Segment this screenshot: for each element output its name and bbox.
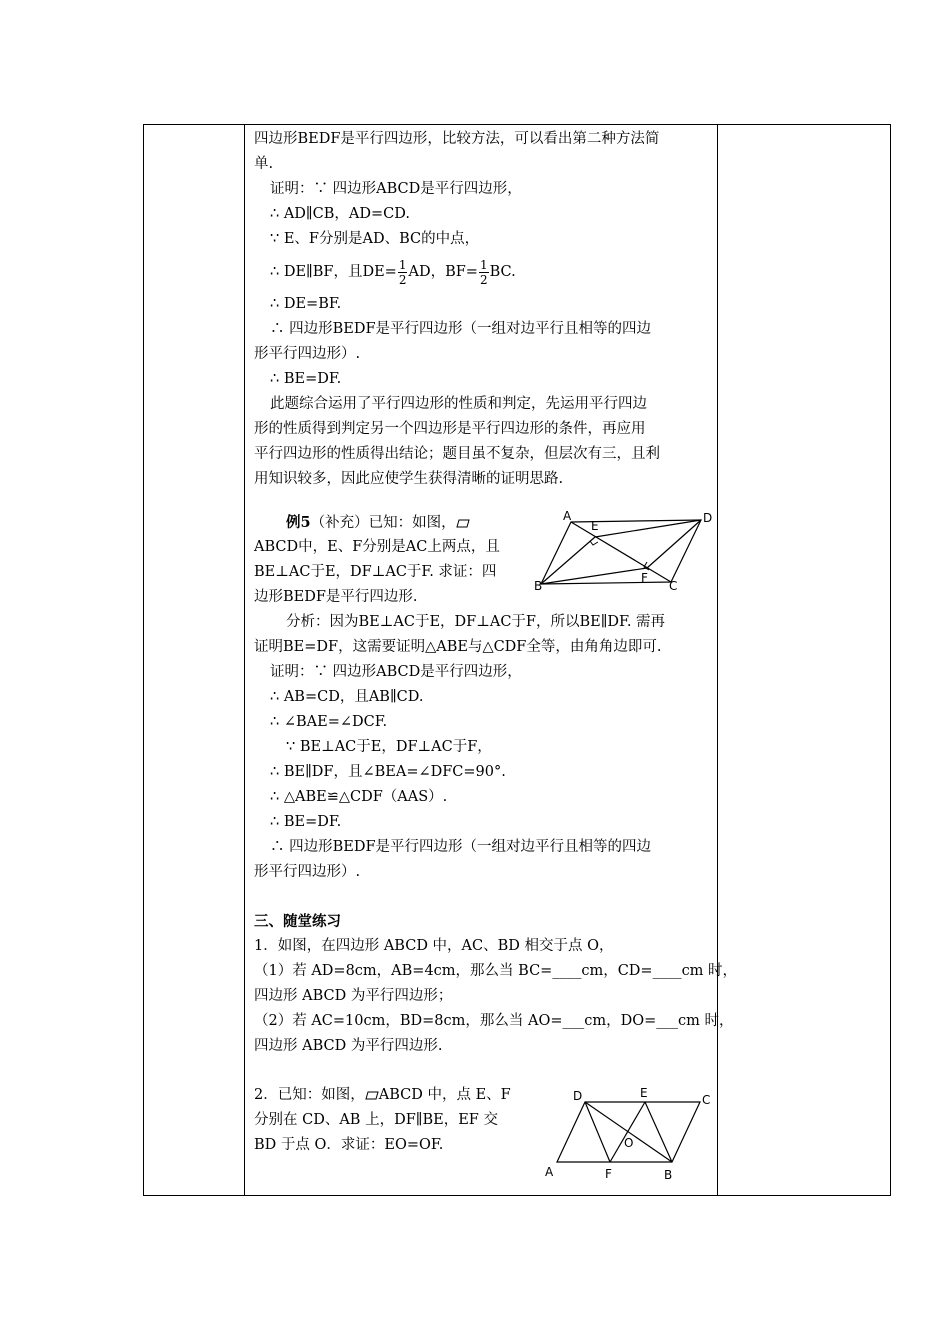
text-line: 平行四边形的性质得出结论；题目虽不复杂，但层次有三，且利 [254, 446, 660, 462]
text-line: 此题综合运用了平行四边形的性质和判定，先运用平行四边 [270, 396, 647, 412]
text-line: 分别在 CD、AB 上，DF∥BE，EF 交 [254, 1112, 498, 1128]
text-line: 用知识较多，因此应使学生获得清晰的证明思路. [254, 471, 564, 487]
fig1-label-e: E [591, 519, 599, 533]
text-line: 四边形 ABCD 为平行四边形. [254, 1038, 443, 1054]
text-line: 分析：因为BE⊥AC于E，DF⊥AC于F，所以BE∥DF. 需再 [286, 614, 666, 630]
parallelogram-icon [365, 1091, 379, 1100]
fig1-label-c: C [669, 579, 678, 593]
q2-line: 2．已知：如图， ABCD 中，点 E、F [254, 1087, 511, 1103]
text-line: 形的性质得到判定另一个四边形是平行四边形的条件，再应用 [254, 421, 646, 437]
text-line: ∴ BE=DF. [270, 371, 342, 387]
text-line: BE⊥AC于E，DF⊥AC于F. 求证：四 [254, 564, 497, 580]
text-line: 形平行四边形）. [254, 864, 361, 880]
text-line: 证明：∵ 四边形ABCD是平行四边形， [270, 664, 522, 680]
text-line: ∵ BE⊥AC于E，DF⊥AC于F， [286, 739, 492, 755]
fig2-label-f: F [605, 1167, 612, 1181]
text-line: 1．如图，在四边形 ABCD 中，AC、BD 相交于点 O， [254, 938, 614, 954]
fig1-label-d: D [703, 511, 713, 525]
text-line: ∴ BE=DF. [270, 814, 342, 830]
fig2-label-a: A [545, 1165, 554, 1179]
fraction-half: $\frac{1}{2}$ [398, 257, 407, 287]
fig2-label-d: D [573, 1089, 583, 1103]
text-line: 边形BEDF是平行四边形. [254, 589, 418, 605]
fraction-pre: ∴ DE∥BF，且DE= [270, 264, 397, 280]
fig1-label-f: F [641, 571, 648, 585]
text-line: ABCD中，E、F分别是AC上两点，且 [254, 539, 500, 555]
spacer [254, 1059, 716, 1083]
example5-label: 例5 [286, 514, 311, 531]
fraction-post: BC. [489, 264, 516, 280]
text-line: 四边形BEDF是平行四边形，比较方法，可以看出第二种方法简 [254, 131, 660, 147]
text-line: ∴ BE∥DF，且∠BEA=∠DFC=90°. [270, 764, 506, 780]
text-line: ∴ △ABE≌△CDF（AAS）. [270, 789, 448, 805]
spacer [254, 885, 716, 909]
parallelogram-icon [456, 519, 470, 528]
text-line: BD 于点 O．求证：EO=OF. [254, 1137, 444, 1153]
text-line: 证明：∵ 四边形ABCD是平行四边形， [270, 181, 522, 197]
left-column [144, 125, 245, 1195]
fig2-label-c: C [702, 1093, 711, 1107]
fig2-label-e: E [640, 1086, 648, 1100]
fig2-label-b: B [664, 1168, 673, 1182]
figure-parallelogram-example5 [533, 508, 718, 598]
section-heading: 三、随堂练习 [254, 913, 341, 930]
text-line: 形平行四边形）. [254, 346, 361, 362]
text-line: 证明BE=DF，这需要证明△ABE与△CDF全等，由角角边即可. [254, 639, 662, 655]
text-line: （2）若 AC=10cm，BD=8cm，那么当 AO=___cm，DO=___cm 时， [254, 1013, 734, 1029]
text-line: ∴ AD∥CB，AD=CD. [270, 206, 410, 222]
text-line: ∴ DE=BF. [270, 296, 342, 312]
text-line: ∴ ∠BAE=∠DCF. [270, 714, 388, 730]
text-line: ∴ 四边形BEDF是平行四边形（一组对边平行且相等的四边 [270, 839, 652, 855]
fig2-label-o: O [624, 1136, 634, 1150]
text-line: ∴ 四边形BEDF是平行四边形（一组对边平行且相等的四边 [270, 321, 652, 337]
lesson-table [143, 124, 891, 1196]
text-line: ∵ E、F分别是AD、BC的中点， [270, 231, 480, 247]
example5-line: 例5（补充）已知：如图， [254, 510, 716, 535]
fig1-label-a: A [563, 509, 572, 523]
fraction-half: $\frac{1}{2}$ [479, 257, 488, 287]
text-line: （1）若 AD=8cm，AB=4cm，那么当 BC=____cm，CD=____cm 时， [254, 963, 738, 979]
fraction-line [254, 252, 716, 292]
right-column [717, 125, 890, 1195]
text-line: 单. [254, 156, 274, 172]
fig1-label-b: B [534, 579, 543, 593]
figure-parallelogram-practice2 [540, 1082, 715, 1182]
fraction-mid: AD，BF= [408, 264, 478, 280]
content-column [254, 127, 738, 1158]
text-line: 四边形 ABCD 为平行四边形； [254, 988, 453, 1004]
text-line: ∴ AB=CD，且AB∥CD. [270, 689, 424, 705]
